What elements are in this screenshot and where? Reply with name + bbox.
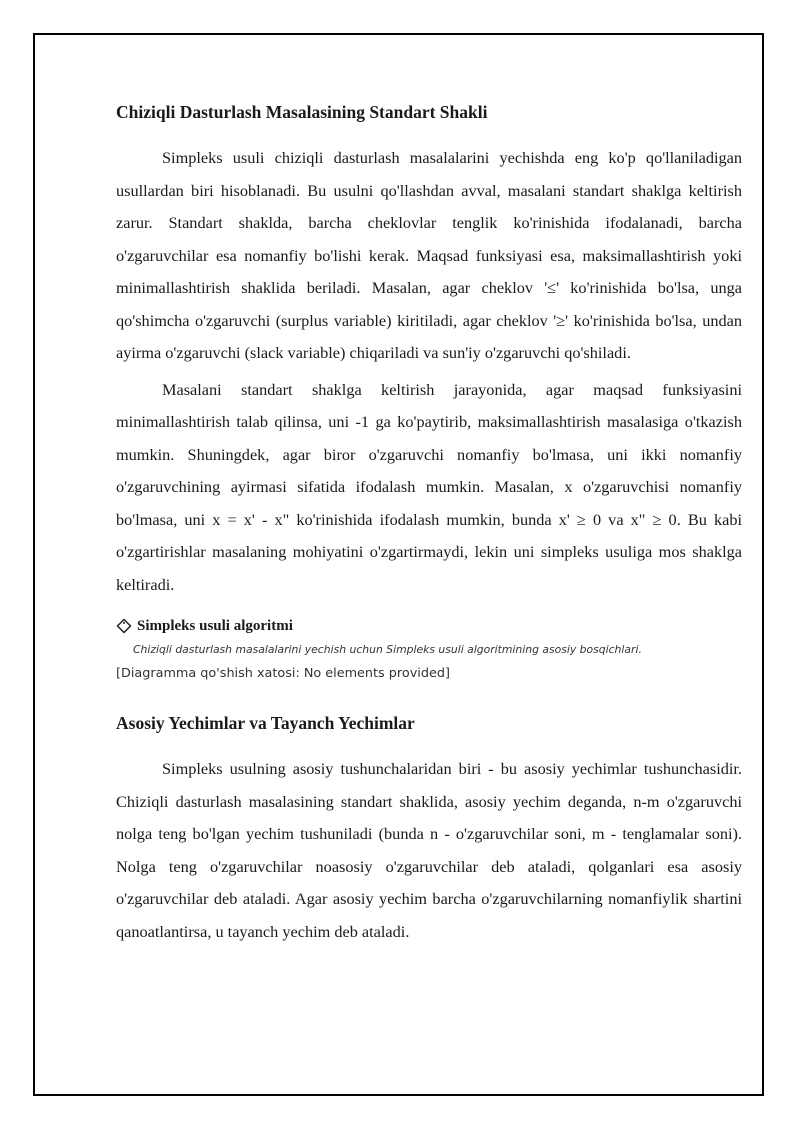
section-heading-basic-solutions: Asosiy Yechimlar va Tayanch Yechimlar [116, 713, 415, 733]
tag-icon [116, 618, 132, 634]
document-content [116, 96, 742, 952]
diagram-error-message: [Diagramma qo'shish xatosi: No elements provided] [116, 666, 450, 681]
paragraph: Simpleks usulning asosiy tushunchalaridan biri - bu asosiy yechimlar tushunchasidir. Chiziqli dasturlash masalasining standart shaklida, asosiy yechim deganda, n-m o'zgaruvchi nolga teng bo'lgan yechim tushuniladi (bunda n - o'zgaruvchilar soni, m - tenglamalar soni). Nolga teng o'zgaruvchilar noasosiy o'zgaruvchilar deb ataladi, qolganlari esa asosiy o'zgaruvchilar deb ataladi. Agar asosiy yechim barcha o'zgaruvchilarning nomanfiylik shartini qanoatlantirsa, u tayanch yechim deb ataladi. [116, 759, 742, 941]
paragraph: Simpleks usuli chiziqli dasturlash masalalarini yechishda eng ko'p qo'llaniladigan usullardan biri hisoblanadi. Bu usulni qo'llashdan avval, masalani standart shaklga keltirish zarur. Standart shaklda, barcha cheklovlar tenglik ko'rinishida ifodalanadi, barcha o'zgaruvchilar esa nomanfiy bo'lishi kerak. Maqsad funksiyasi esa, maksimallashtirish yoki minimallashtirish shaklida beriladi. Masalan, agar cheklov '≤' ko'rinishida bo'lsa, unga qo'shimcha o'zgaruvchi (surplus variable) kiritiladi, agar cheklov '≥' ko'rinishida bo'lsa, undan ayirma o'zgaruvchi (slack variable) chiqariladi va sun'iy o'zgaruvchi qo'shiladi. [116, 148, 742, 362]
diagram-caption: Chiziqli dasturlash masalalarini yechish uchun Simpleks usuli algoritmining asosiy bosqichlari. [133, 643, 642, 656]
diagram-title-text: Simpleks usuli algoritmi [137, 617, 293, 634]
diagram-title [116, 615, 742, 637]
section-heading-standard-form: Chiziqli Dasturlash Masalasining Standart Shakli [116, 102, 488, 122]
paragraph: Masalani standart shaklga keltirish jarayonida, agar maqsad funksiyasini minimallashtirish talab qilinsa, uni -1 ga ko'paytirib, maksimallashtirish masalasiga o'tkazish mumkin. Shuningdek, agar biror o'zgaruvchi nomanfiy bo'lmasa, uni ikki nomanfiy o'zgaruvchining ayirmasi sifatida ifodalash mumkin. Masalan, x o'zgaruvchisi nomanfiy bo'lmasa, uni x = x' - x" ko'rinishida ifodalash mumkin, bunda x' ≥ 0 va x" ≥ 0. Bu kabi o'zgartirishlar masalaning mohiyatini o'zgartirmaydi, lekin uni simpleks usuliga mos shaklga keltiradi. [116, 379, 742, 594]
diagram-block [116, 615, 742, 685]
